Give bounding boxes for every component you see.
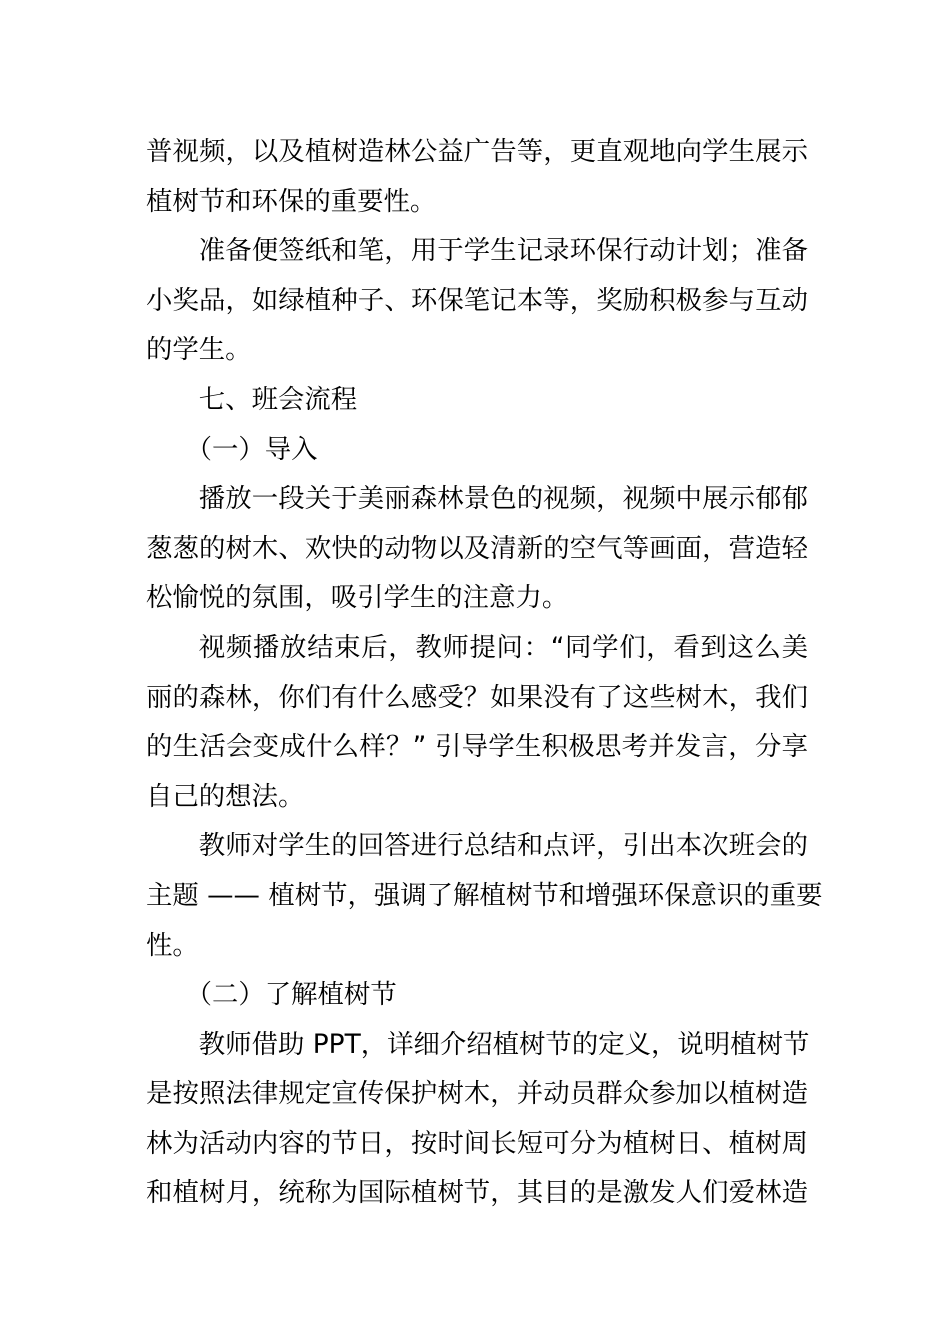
text-line: 的生活会变成什么样？” 引导学生积极思考并发言，分享 [146, 731, 808, 763]
text-line: 的学生。 [146, 334, 252, 366]
document-body [146, 127, 823, 1218]
paragraph-video-materials [146, 127, 808, 226]
text-line: 是按照法律规定宣传保护树木，并动员群众参加以植树造 [146, 1078, 808, 1110]
text-line: 植树节和环保的重要性。 [146, 185, 437, 217]
text-line: （二）了解植树节 [185, 979, 397, 1011]
subheading-introduction [146, 425, 808, 475]
text-line: 和植树月，统称为国际植树节，其目的是激发人们爱林造 [146, 1177, 808, 1209]
text-line: 主题 —— 植树节，强调了解植树节和增强环保意识的重要 [146, 879, 823, 911]
text-line: 林为活动内容的节日，按时间长短可分为植树日、植树周 [146, 1127, 808, 1159]
paragraph-teacher-summary [146, 821, 823, 970]
text-line: 葱葱的树木、欢快的动物以及清新的空气等画面，营造轻 [146, 532, 808, 564]
text-line: 教师对学生的回答进行总结和点评，引出本次班会的 [198, 830, 808, 862]
paragraph-teacher-question [146, 623, 808, 821]
text-line: 七、班会流程 [198, 383, 358, 415]
text-line: 小奖品，如绿植种子、环保笔记本等，奖励积极参与互动 [146, 284, 808, 316]
text-line: （一）导入 [185, 433, 318, 465]
text-line: 性。 [146, 929, 199, 961]
section-heading-class-flow [146, 375, 808, 425]
paragraph-play-video [146, 474, 808, 623]
paragraph-prepare-supplies [146, 226, 808, 375]
text-line: 普视频，以及植树造林公益广告等，更直观地向学生展示 [146, 136, 808, 167]
text-line: 视频播放结束后，教师提问：“同学们，看到这么美 [198, 631, 808, 663]
paragraph-arbor-day-definition [146, 1020, 808, 1218]
text-line: 教师借助 PPT，详细介绍植树节的定义，说明植树节 [198, 1028, 810, 1060]
text-line: 播放一段关于美丽森林景色的视频，视频中展示郁郁 [198, 483, 808, 515]
subheading-learn-arbor-day [146, 970, 808, 1020]
text-line: 丽的森林，你们有什么感受？如果没有了这些树木，我们 [146, 681, 808, 713]
text-line: 自己的想法。 [146, 780, 305, 812]
text-line: 松愉悦的氛围，吸引学生的注意力。 [146, 582, 569, 614]
text-line: 准备便签纸和笔，用于学生记录环保行动计划；准备 [198, 235, 808, 267]
